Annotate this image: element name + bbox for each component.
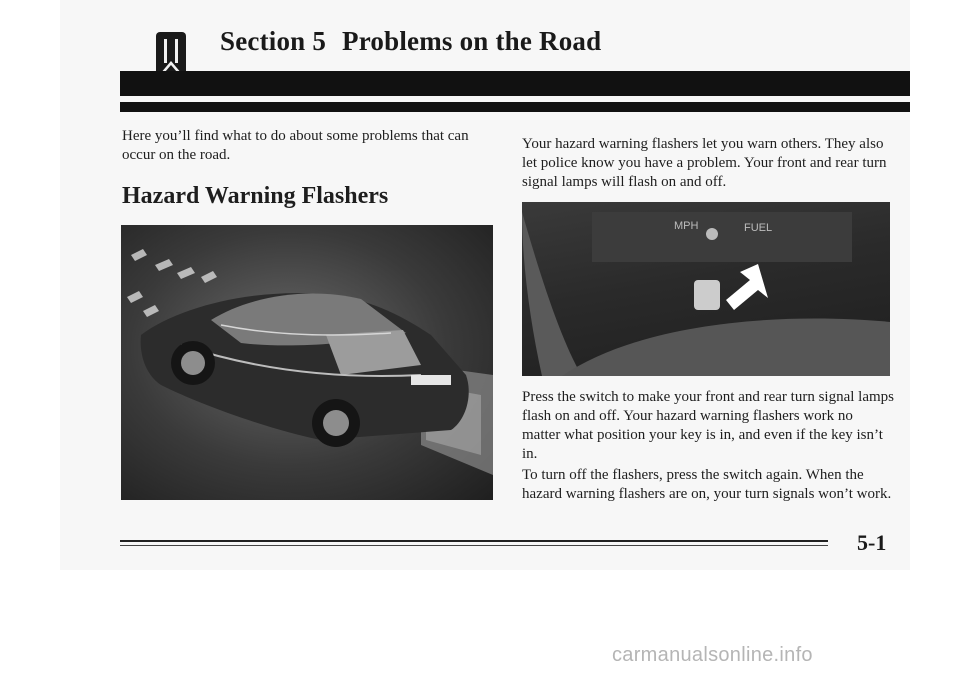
car-with-flashers-photo [121,225,493,500]
dashboard-hazard-switch-photo [522,202,890,376]
header-bar-thin [120,102,910,112]
footer-rule-thin [120,545,828,546]
page-number: 5-1 [857,530,887,555]
section-name: Problems on the Road [342,26,602,56]
section-title [220,26,601,57]
section-number: Section 5 [220,26,327,56]
mph-label: MPH [674,220,699,232]
header-bar-thick [120,71,910,96]
hazard-flashers-paragraph: Your hazard warning flashers let you warn others. They also let police know you have a problem. Your front and rear turn signal lamps will flash on and off. [522,136,887,190]
press-switch-paragraph: Press the switch to make your front and rear turn signal lamps flash on and off. Your hazard warning flashers work no matter what position your key is in, and even if the key isn’t in. [522,389,894,462]
watermark: carmanualsonline.info [612,644,813,666]
turn-off-paragraph: To turn off the flashers, press the switch again. When the hazard warning flashers are on, your turn signals won’t work. [522,467,892,502]
intro-paragraph: Here you’ll find what to do about some problems that can occur on the road. [122,128,469,163]
footer-rule [120,540,828,542]
fuel-label: FUEL [744,222,773,234]
hazard-warning-heading: Hazard Warning Flashers [122,183,389,209]
